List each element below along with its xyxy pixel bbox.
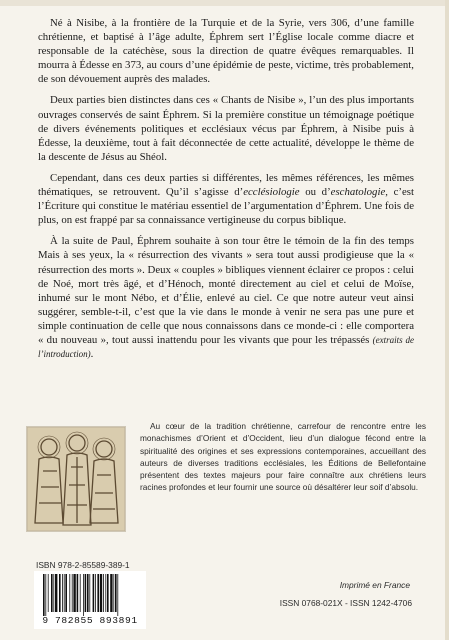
paragraph-4 <box>38 234 414 361</box>
paragraph-3-text-b: ou d’ <box>299 186 331 199</box>
issn-label: ISSN 0768-021X - ISSN 1242-4706 <box>279 598 412 608</box>
paragraph-1: Né à Nisibe, à la frontière de la Turquie et de la Syrie, vers 306, d’une famille chrétienne, et baptisé à l’âge adulte, Éphrem sert l’Église locale comme diacre et responsable de la catéchèse, sous la direction de quatre évêques remarquables. Il mourra à Édesse en 373, au cours d’une épidémie de peste, victime, très probablement, de son dévouement auprès des malades. <box>38 17 414 86</box>
paragraph-4-text: À la suite de Paul, Éphrem souhaite à son tour être le témoin de la fin des temps Mais à ses yeux, la « résurrection des vivants » sera tout aussi prodigieuse que la « résurrection des morts ». Deux « couples » bibliques viennent éclairer ce propos : celui de Noé, mort très âgé, et d’Hénoch, monté directement au ciel et celui de Moïse, inhumé sur le mont Nébo, et d’Élie, enlevé au ciel. Ce que notre auteur veut ainsi suggérer, semble-t-il, c’est que la vie dans le monde à venir ne sera pas une pure et simple continuation de celle que nous connaissons dans ce monde-ci : elle comportera « du nouveau », tout aussi inattendu pour les vivants que pour les trépassés <box>38 235 414 346</box>
publisher-blurb-text: Au cœur de la tradition chrétienne, carrefour de rencontre entre les monachismes d’Orient et d’Occident, lieu d’un dialogue fécond entre la spiritualité des origines et ses expressions contemporaines, accueillant des auteurs de diverses traditions ecclésiales, les Éditions de Bellefontaine présentent des textes majeurs pour faire connaître aux chrétiens leurs racines profondes et leur fournir une source où désaltérer leur soif d’absolu. <box>140 421 426 493</box>
citation-note: (extraits de l’introduction) <box>38 334 414 360</box>
barcode-digits: 9 782855 893891 <box>42 615 138 626</box>
publisher-blurb <box>140 420 426 494</box>
barcode <box>34 571 146 629</box>
paragraph-3 <box>38 171 414 227</box>
isbn-label: ISBN 978-2-85589-389-1 <box>36 560 130 570</box>
paragraph-3-text-a: Cependant, dans ces deux parties si différentes, les mêmes références, les mêmes thématiques, se retrouvent. Qu’il s’agisse d’ <box>38 171 414 199</box>
page-edge-right <box>445 0 449 640</box>
eschatologie-term: eschatologie <box>330 186 386 199</box>
page-edge-top <box>0 0 449 6</box>
paragraph-4-end: . <box>90 348 94 361</box>
printed-in-france: Imprimé en France <box>339 580 410 590</box>
barcode-bars <box>42 574 138 616</box>
paragraph-2: Deux parties bien distinctes dans ces « Chants de Nisibe », l’un des plus importants ouvrages conservés de saint Éphrem. Si la première constitue un témoignage poétique de divers événements politiques et ecclésiaux vécus par Éphrem, à Nisibe puis à Édesse, la deuxième, tout à fait déconnectée de cette actualité, développe le thème de la descente de Jésus au Shéol. <box>38 94 414 163</box>
main-text <box>38 16 414 368</box>
ecclesiologie-term: ecclésiologie <box>243 186 300 199</box>
paragraph-3-text-c: , c’est l’Écriture qui constitue le matériau essentiel de l’argumentation d’Éphrem. Une fois de plus, on est frappé par sa connaissance vertigineuse du corpus biblique. <box>38 186 414 227</box>
fresco-image <box>26 426 126 532</box>
